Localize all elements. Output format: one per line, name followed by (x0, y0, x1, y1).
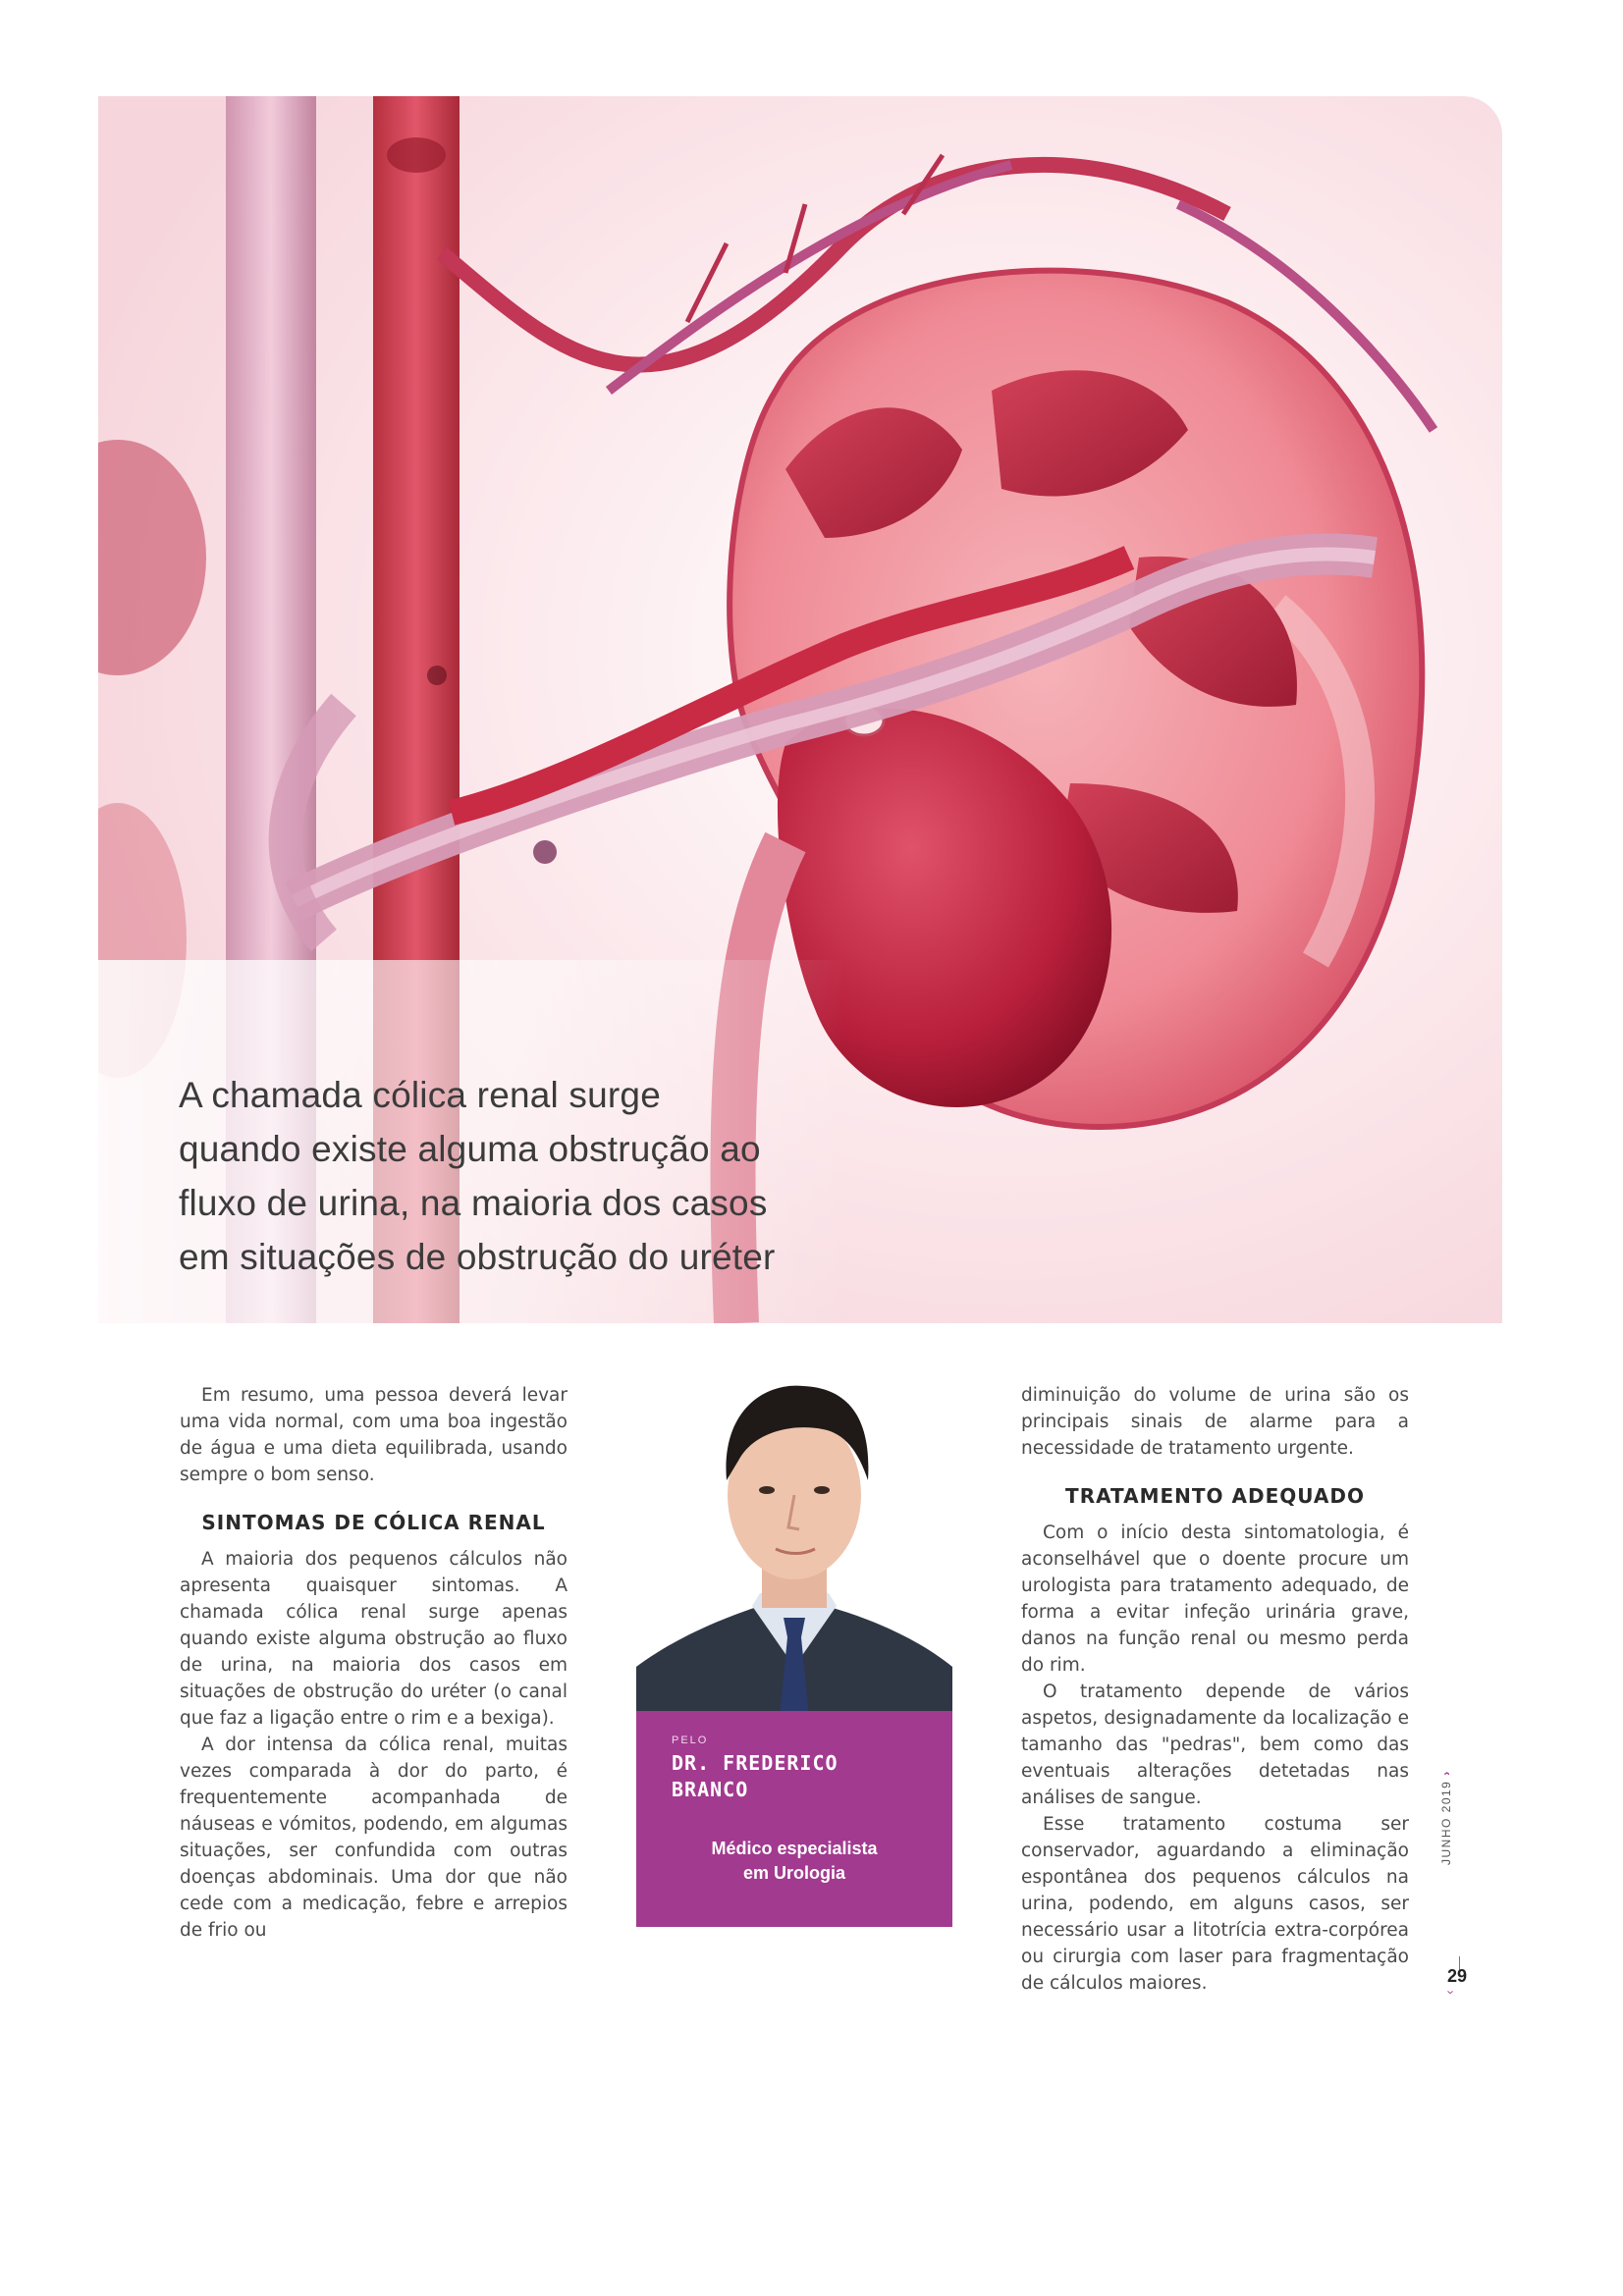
author-info-box (636, 1711, 952, 1927)
author-card (636, 1372, 952, 1927)
hero-caption-line: fluxo de urina, na maioria dos casos (179, 1183, 768, 1223)
hero-illustration (98, 96, 1502, 1323)
left-paragraph: A dor intensa da cólica renal, muitas vezes comparada à dor do parto, é frequentemente acompanhada de náuseas e vómitos, podendo, em algumas situações, ser confundida com outras doenças abdominais. Uma dor que não cede com a medicação, febre e arrepios de frio ou (180, 1735, 568, 1941)
author-name: DR. FREDERICO BRANCO (672, 1751, 839, 1801)
chevron-down-icon: › (1443, 1990, 1459, 1995)
right-heading: TRATAMENTO ADEQUADO (1065, 1484, 1365, 1508)
author-role-line: em Urologia (742, 1863, 846, 1883)
right-paragraph: Esse tratamento costuma ser conservador, aguardando a eliminação espontânea dos pequenos cálculos na urina, podendo, em alguns casos, ser necessário usar a litotrícia extra-corpórea ou cirurgia com laser para fragmentação de cálculos maiores. (1021, 1814, 1409, 1994)
hero-caption-line: A chamada cólica renal surge (179, 1075, 661, 1115)
author-role-line: Médico especialista (711, 1839, 878, 1858)
left-column (180, 1382, 568, 1944)
right-intro: diminuição do volume de urina são os principais sinais de alarme para a necessidade de tratamento urgente. (1021, 1385, 1409, 1459)
right-column (1021, 1382, 1409, 1997)
right-paragraph: Com o início desta sintomatologia, é aconselhável que o doente procure um urologista para tratamento adequado, de forma a evitar infeção urinária grave, danos na função renal ou mesmo perda do rim. (1021, 1522, 1409, 1676)
folio-date (1439, 1770, 1453, 1865)
hero-caption-line: quando existe alguma obstrução ao (179, 1129, 761, 1169)
hero-caption (179, 1068, 807, 1284)
right-paragraph: O tratamento depende de vários aspetos, designadamente da localização e tamanho das "pedras", bem como das eventuais alterações detetadas nas análises de sangue. (1021, 1682, 1409, 1808)
left-paragraph: A maioria dos pequenos cálculos não apresenta quaisquer sintomas. A chamada cólica renal surge apenas quando existe alguma obstrução ao fluxo de urina, na maioria dos casos em situações de obstrução do uréter (o canal que faz a ligação entre o rim e a bexiga). (180, 1549, 568, 1729)
left-heading: SINTOMAS DE CÓLICA RENAL (201, 1511, 546, 1534)
folio-date-text: JUNHO 2019 (1439, 1780, 1453, 1865)
hero-caption-line: em situações de obstrução do uréter (179, 1237, 776, 1277)
left-intro: Em resumo, uma pessoa deverá levar uma vida normal, com uma boa ingestão de água e uma dieta equilibrada, usando sempre o bom senso. (180, 1385, 568, 1485)
chevron-right-icon: › (1439, 1770, 1453, 1776)
author-portrait (636, 1372, 952, 1716)
portrait-photo (636, 1372, 952, 1716)
author-role (636, 1837, 952, 1886)
page-number: 29 (1447, 1966, 1468, 1986)
author-prefix: PELO (672, 1735, 709, 1746)
